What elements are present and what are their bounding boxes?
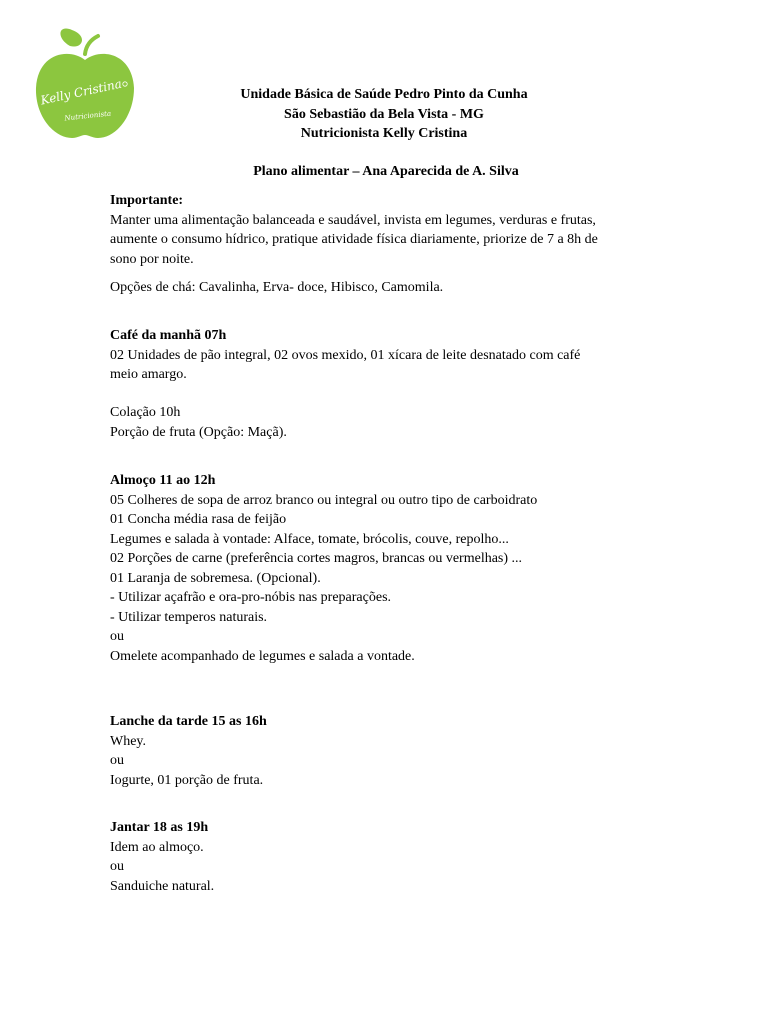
dinner-line: Sanduiche natural.: [110, 878, 215, 894]
dinner-line: ou: [110, 859, 124, 874]
breakfast-section: [110, 326, 660, 385]
important-line: Manter uma alimentação balanceada e saudável, invista em legumes, verduras e frutas,: [110, 212, 596, 228]
tea-options: Opções de chá: Cavalinha, Erva- doce, Hibisco, Camomila.: [110, 280, 444, 295]
lunch-line: - Utilizar temperos naturais.: [110, 609, 268, 625]
dinner-section: [110, 818, 660, 896]
document-header: [110, 85, 658, 144]
lunch-line: 02 Porções de carne (preferência cortes magros, brancas ou vermelhas) ...: [110, 551, 523, 566]
clinic-name: Unidade Básica de Saúde Pedro Pinto da Cunha: [240, 87, 528, 102]
afternoon-snack-line: Iogurte, 01 porção de fruta.: [110, 772, 264, 788]
lunch-line: ou: [110, 629, 124, 644]
breakfast-line: 02 Unidades de pão integral, 02 ovos mexido, 01 xícara de leite desnatado com café: [110, 347, 581, 363]
plan-title: Plano alimentar – Ana Aparecida de A. Silva: [253, 164, 519, 179]
important-section: [110, 191, 660, 269]
afternoon-snack-section: [110, 712, 660, 790]
morning-snack-heading: Colação 10h: [110, 405, 181, 420]
logo-subtext: Nutricionista: [64, 109, 112, 123]
afternoon-snack-line: Whey.: [110, 733, 147, 749]
logo-text: Kelly Cristina: [39, 76, 123, 108]
nutritionist-name: Nutricionista Kelly Cristina: [300, 126, 468, 141]
afternoon-snack-heading: Lanche da tarde 15 as 16h: [110, 714, 267, 729]
lunch-line: - Utilizar açafrão e ora-pro-nóbis nas preparações.: [110, 590, 392, 605]
lunch-heading: Almoço 11 ao 12h: [110, 473, 216, 488]
lunch-line: 01 Laranja de sobremesa. (Opcional).: [110, 570, 321, 586]
important-line: aumente o consumo hídrico, pratique atividade física diariamente, priorize de 7 a 8h de: [110, 232, 598, 247]
clinic-location: São Sebastião da Bela Vista - MG: [284, 106, 484, 122]
lunch-line: Omelete acompanhado de legumes e salada a vontade.: [110, 648, 415, 664]
afternoon-snack-line: ou: [110, 753, 124, 768]
lunch-section: [110, 471, 660, 666]
dinner-line: Idem ao almoço.: [110, 839, 204, 855]
important-line: sono por noite.: [110, 251, 194, 267]
important-heading: Importante:: [110, 193, 184, 208]
morning-snack-line: Porção de fruta (Opção: Maçã).: [110, 424, 287, 440]
lunch-line: Legumes e salada à vontade: Alface, tomate, brócolis, couve, repolho...: [110, 531, 509, 547]
morning-snack-section: [110, 403, 660, 442]
dinner-heading: Jantar 18 as 19h: [110, 820, 209, 835]
lunch-line: 05 Colheres de sopa de arroz branco ou integral ou outro tipo de carboidrato: [110, 492, 538, 508]
breakfast-heading: Café da manhã 07h: [110, 328, 227, 343]
lunch-line: 01 Concha média rasa de feijão: [110, 512, 287, 527]
breakfast-line: meio amargo.: [110, 367, 187, 382]
